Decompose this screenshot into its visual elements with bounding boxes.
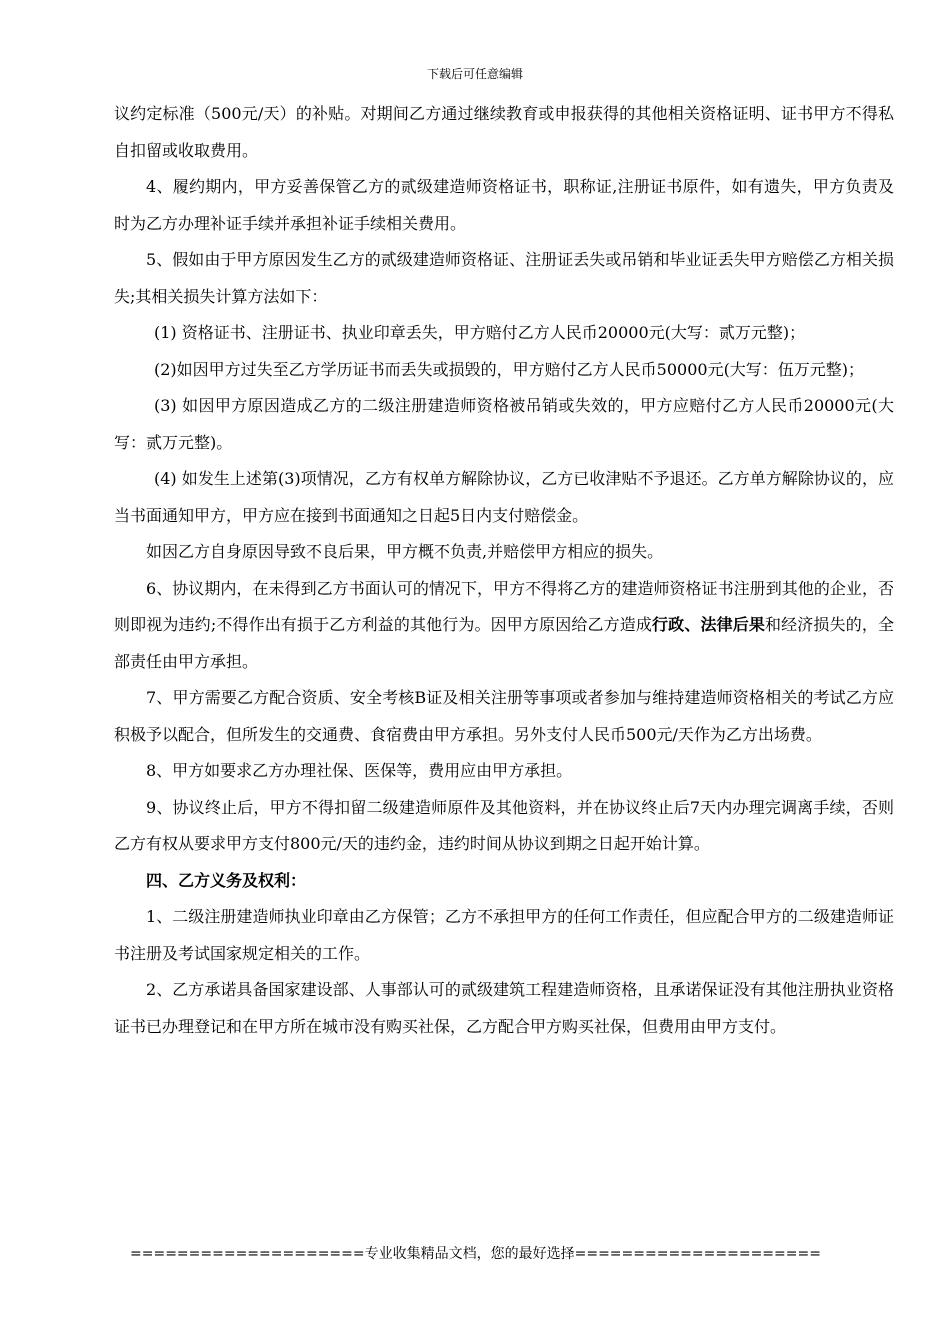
document-body: [114, 96, 894, 1045]
paragraph-party-b-2: 2、乙方承诺具备国家建设部、人事部认可的贰级建筑工程建造师资格，且承诺保证没有其他注册执业资格证书已办理登记和在甲方所在城市没有购买社保，乙方配合甲方购买社保，但费用由甲方支付。: [114, 980, 894, 1036]
paragraph-subclause-2: (2)如因甲方过失至乙方学历证书而丢失或损毁的，甲方赔付乙方人民币50000元(大写：伍万元整)；: [154, 359, 865, 379]
paragraph-continuation: 议约定标准（500元/天）的补贴。对期间乙方通过继续教育或申报获得的其他相关资格证明、证书甲方不得私自扣留或收取费用。: [114, 104, 894, 160]
paragraph-clause-5: 5、假如由于甲方原因发生乙方的贰级建造师资格证、注册证丢失或吊销和毕业证丢失甲方赔偿乙方相关损失;其相关损失计算方法如下：: [114, 250, 894, 306]
paragraph-clause-9: 9、协议终止后，甲方不得扣留二级建造师原件及其他资料，并在协议终止后7天内办理完调离手续，否则乙方有权从要求甲方支付800元/天的违约金，违约时间从协议到期之日起开始计算。: [114, 797, 894, 853]
paragraph-clause-7: 7、甲方需要乙方配合资质、安全考核B证及相关注册等事项或者参加与维持建造师资格相关的考试乙方应积极予以配合，但所发生的交通费、食宿费由甲方承担。另外支付人民币500元/天作为乙方出场费。: [114, 688, 894, 744]
paragraph-clause-4: 4、履约期内，甲方妥善保管乙方的贰级建造师资格证书，职称证,注册证书原件，如有遗失，甲方负责及时为乙方办理补证手续并承担补证手续相关费用。: [114, 177, 894, 233]
section-heading: 四、乙方义务及权利：: [146, 870, 307, 890]
page-header: 下载后可任意编辑: [426, 67, 523, 81]
page-footer: ====================专业收集精品文档，您的最好选择=====================: [130, 1246, 821, 1262]
paragraph-subclause-1: (1) 资格证书、注册证书、执业印章丢失，甲方赔付乙方人民币20000元(大写：贰万元整)；: [154, 323, 806, 342]
paragraph-clause-8: 8、甲方如要求乙方办理社保、医保等，费用应由甲方承担。: [146, 761, 573, 780]
clause-6-text-before: 6、协议期内，在未得到乙方书面认可的情况下，甲方不得将乙方的建造师资格证书注册到其他的企业，否则即视为违约;不得作出有损于乙方利益的其他行为。因甲方原因给乙方造成: [114, 578, 894, 634]
paragraph-subclause-4: (4) 如发生上述第(3)项情况，乙方有权单方解除协议，乙方已收津贴不予退还。乙方单方解除协议的，应当书面通知甲方，甲方应在接到书面通知之日起5日内支付赔偿金。: [114, 469, 894, 525]
paragraph-liability: 如因乙方自身原因导致不良后果，甲方概不负责,并赔偿甲方相应的损失。: [146, 542, 664, 561]
paragraph-party-b-1: 1、二级注册建造师执业印章由乙方保管；乙方不承担甲方的任何工作责任，但应配合甲方的二级建造师证书注册及考试国家规定相关的工作。: [114, 907, 894, 963]
paragraph-subclause-3: (3) 如因甲方原因造成乙方的二级注册建造师资格被吊销或失效的，甲方应赔付乙方人民币20000元(大写：贰万元整)。: [114, 396, 894, 452]
paragraph-clause-6: [114, 571, 894, 681]
clause-6-text-after: 和经济损失的，全部责任由甲方承担。: [114, 615, 894, 671]
clause-6-bold-text: 行政、法律后果: [652, 615, 766, 634]
